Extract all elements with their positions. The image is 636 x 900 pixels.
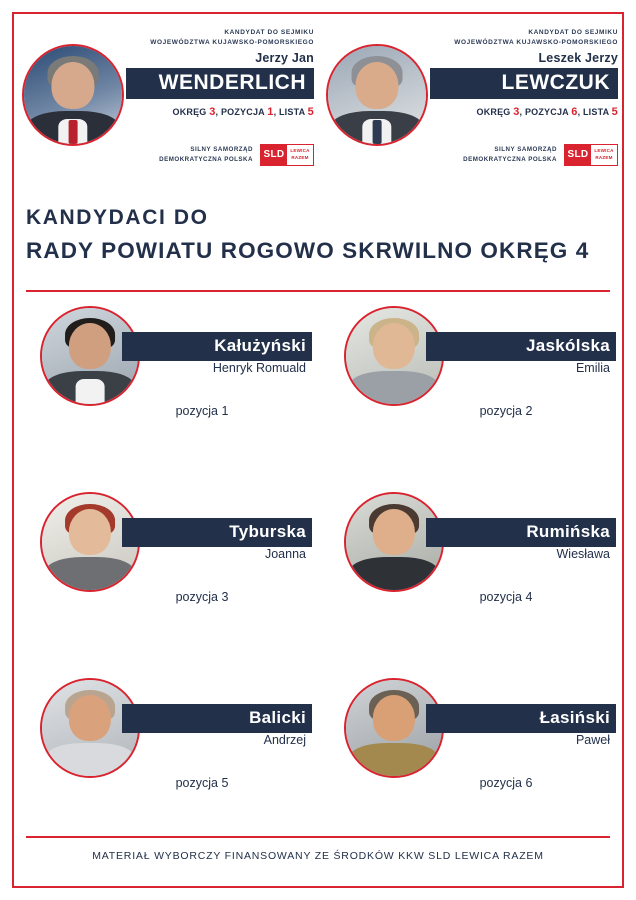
candidate-first-name: Leszek Jerzy (538, 50, 618, 65)
okreg-value: 3 (209, 105, 216, 118)
portrait-illustration (328, 46, 426, 144)
pozycja-value: 6 (571, 105, 578, 118)
candidate-position: pozycja 3 (175, 590, 229, 604)
sld-logo-sub-line2: RAZEM (595, 154, 613, 160)
candidate-info (126, 28, 314, 118)
list-item (22, 306, 312, 486)
candidate-first-name: Andrzej (263, 733, 306, 747)
party-slogan-line1: SILNY SAMORZĄD (190, 146, 253, 154)
candidate-position: pozycja 6 (479, 776, 533, 790)
party-branding (126, 144, 314, 166)
list-item (326, 306, 616, 486)
sld-logo-text: SLD (263, 149, 285, 160)
list-item (22, 678, 312, 858)
party-slogan (159, 145, 253, 165)
lista-label: LISTA (582, 106, 609, 117)
sejmik-candidate-card-1 (22, 22, 314, 182)
party-slogan (463, 145, 557, 165)
candidate-kicker-line2: WOJEWÓDZTWA KUJAWSKO-POMORSKIEGO (454, 38, 618, 46)
list-item (22, 492, 312, 672)
party-slogan-line1: SILNY SAMORZĄD (494, 146, 557, 154)
list-item (326, 492, 616, 672)
candidate-first-name: Paweł (575, 733, 610, 747)
candidate-ballot-meta: OKRĘG 3, POZYCJA 6, LISTA 5 (476, 105, 618, 118)
pozycja-label: POZYCJA (524, 106, 569, 117)
sld-logo-subtext (287, 148, 313, 162)
candidate-surname: Jaskólska (426, 332, 616, 361)
lista-value: 5 (307, 105, 314, 118)
okreg-value: 3 (513, 105, 520, 118)
candidate-surname: Kałużyński (122, 332, 312, 361)
list-item (326, 678, 616, 858)
divider-bottom (26, 836, 610, 838)
portrait-illustration (24, 46, 122, 144)
sld-logo-text: SLD (567, 149, 589, 160)
candidate-position: pozycja 4 (479, 590, 533, 604)
divider-top (26, 290, 610, 292)
candidate-kicker-line1: KANDYDAT DO SEJMIKU (528, 29, 618, 36)
candidate-photo (22, 44, 124, 146)
pozycja-label: POZYCJA (220, 106, 265, 117)
party-slogan-line2: DEMOKRATYCZNA POLSKA (159, 156, 253, 163)
candidate-surname: Rumińska (426, 518, 616, 547)
sejmik-candidate-card-2 (326, 22, 618, 182)
lista-label: LISTA (278, 106, 305, 117)
page-title (26, 206, 610, 264)
candidate-surname: Balicki (122, 704, 312, 733)
pozycja-value: 1 (267, 105, 274, 118)
party-slogan-line2: DEMOKRATYCZNA POLSKA (463, 156, 557, 163)
sld-logo-sub-line1: LEWICA (594, 148, 614, 153)
sld-logo-icon (564, 144, 618, 166)
candidate-first-name: Jerzy Jan (255, 50, 314, 65)
sejmik-candidates-row (18, 22, 618, 182)
page-title-line2: RADY POWIATU ROGOWO SKRWILNO OKRĘG 4 (26, 238, 590, 263)
candidate-position: pozycja 1 (175, 404, 229, 418)
sld-logo-icon (260, 144, 314, 166)
candidate-kicker-line1: KANDYDAT DO SEJMIKU (224, 29, 314, 36)
candidate-surname: Łasiński (426, 704, 616, 733)
candidate-first-name: Emilia (575, 361, 610, 375)
candidate-position: pozycja 2 (479, 404, 533, 418)
sld-logo-sub-line2: RAZEM (291, 154, 309, 160)
candidate-photo (326, 44, 428, 146)
candidate-position: pozycja 5 (175, 776, 229, 790)
candidate-first-name: Wiesława (556, 547, 610, 561)
candidate-surname: WENDERLICH (126, 68, 314, 99)
page-title-line1: KANDYDACI DO (26, 206, 209, 229)
funding-disclaimer: MATERIAŁ WYBORCZY FINANSOWANY ZE ŚRODKÓW KKW SLD LEWICA RAZEM (92, 850, 544, 862)
candidate-surname: Tyburska (122, 518, 312, 547)
party-branding (430, 144, 618, 166)
sld-logo-sub-line1: LEWICA (290, 148, 310, 153)
okreg-label: OKRĘG (172, 106, 207, 117)
candidate-first-name: Henryk Romuald (212, 361, 306, 375)
okreg-label: OKRĘG (476, 106, 511, 117)
candidate-info (430, 28, 618, 118)
candidate-kicker-line2: WOJEWÓDZTWA KUJAWSKO-POMORSKIEGO (150, 38, 314, 46)
lista-value: 5 (611, 105, 618, 118)
candidate-ballot-meta: OKRĘG 3, POZYCJA 1, LISTA 5 (172, 105, 314, 118)
candidate-first-name: Joanna (264, 547, 306, 561)
candidate-surname: LEWCZUK (430, 68, 618, 99)
sld-logo-subtext (591, 148, 617, 162)
